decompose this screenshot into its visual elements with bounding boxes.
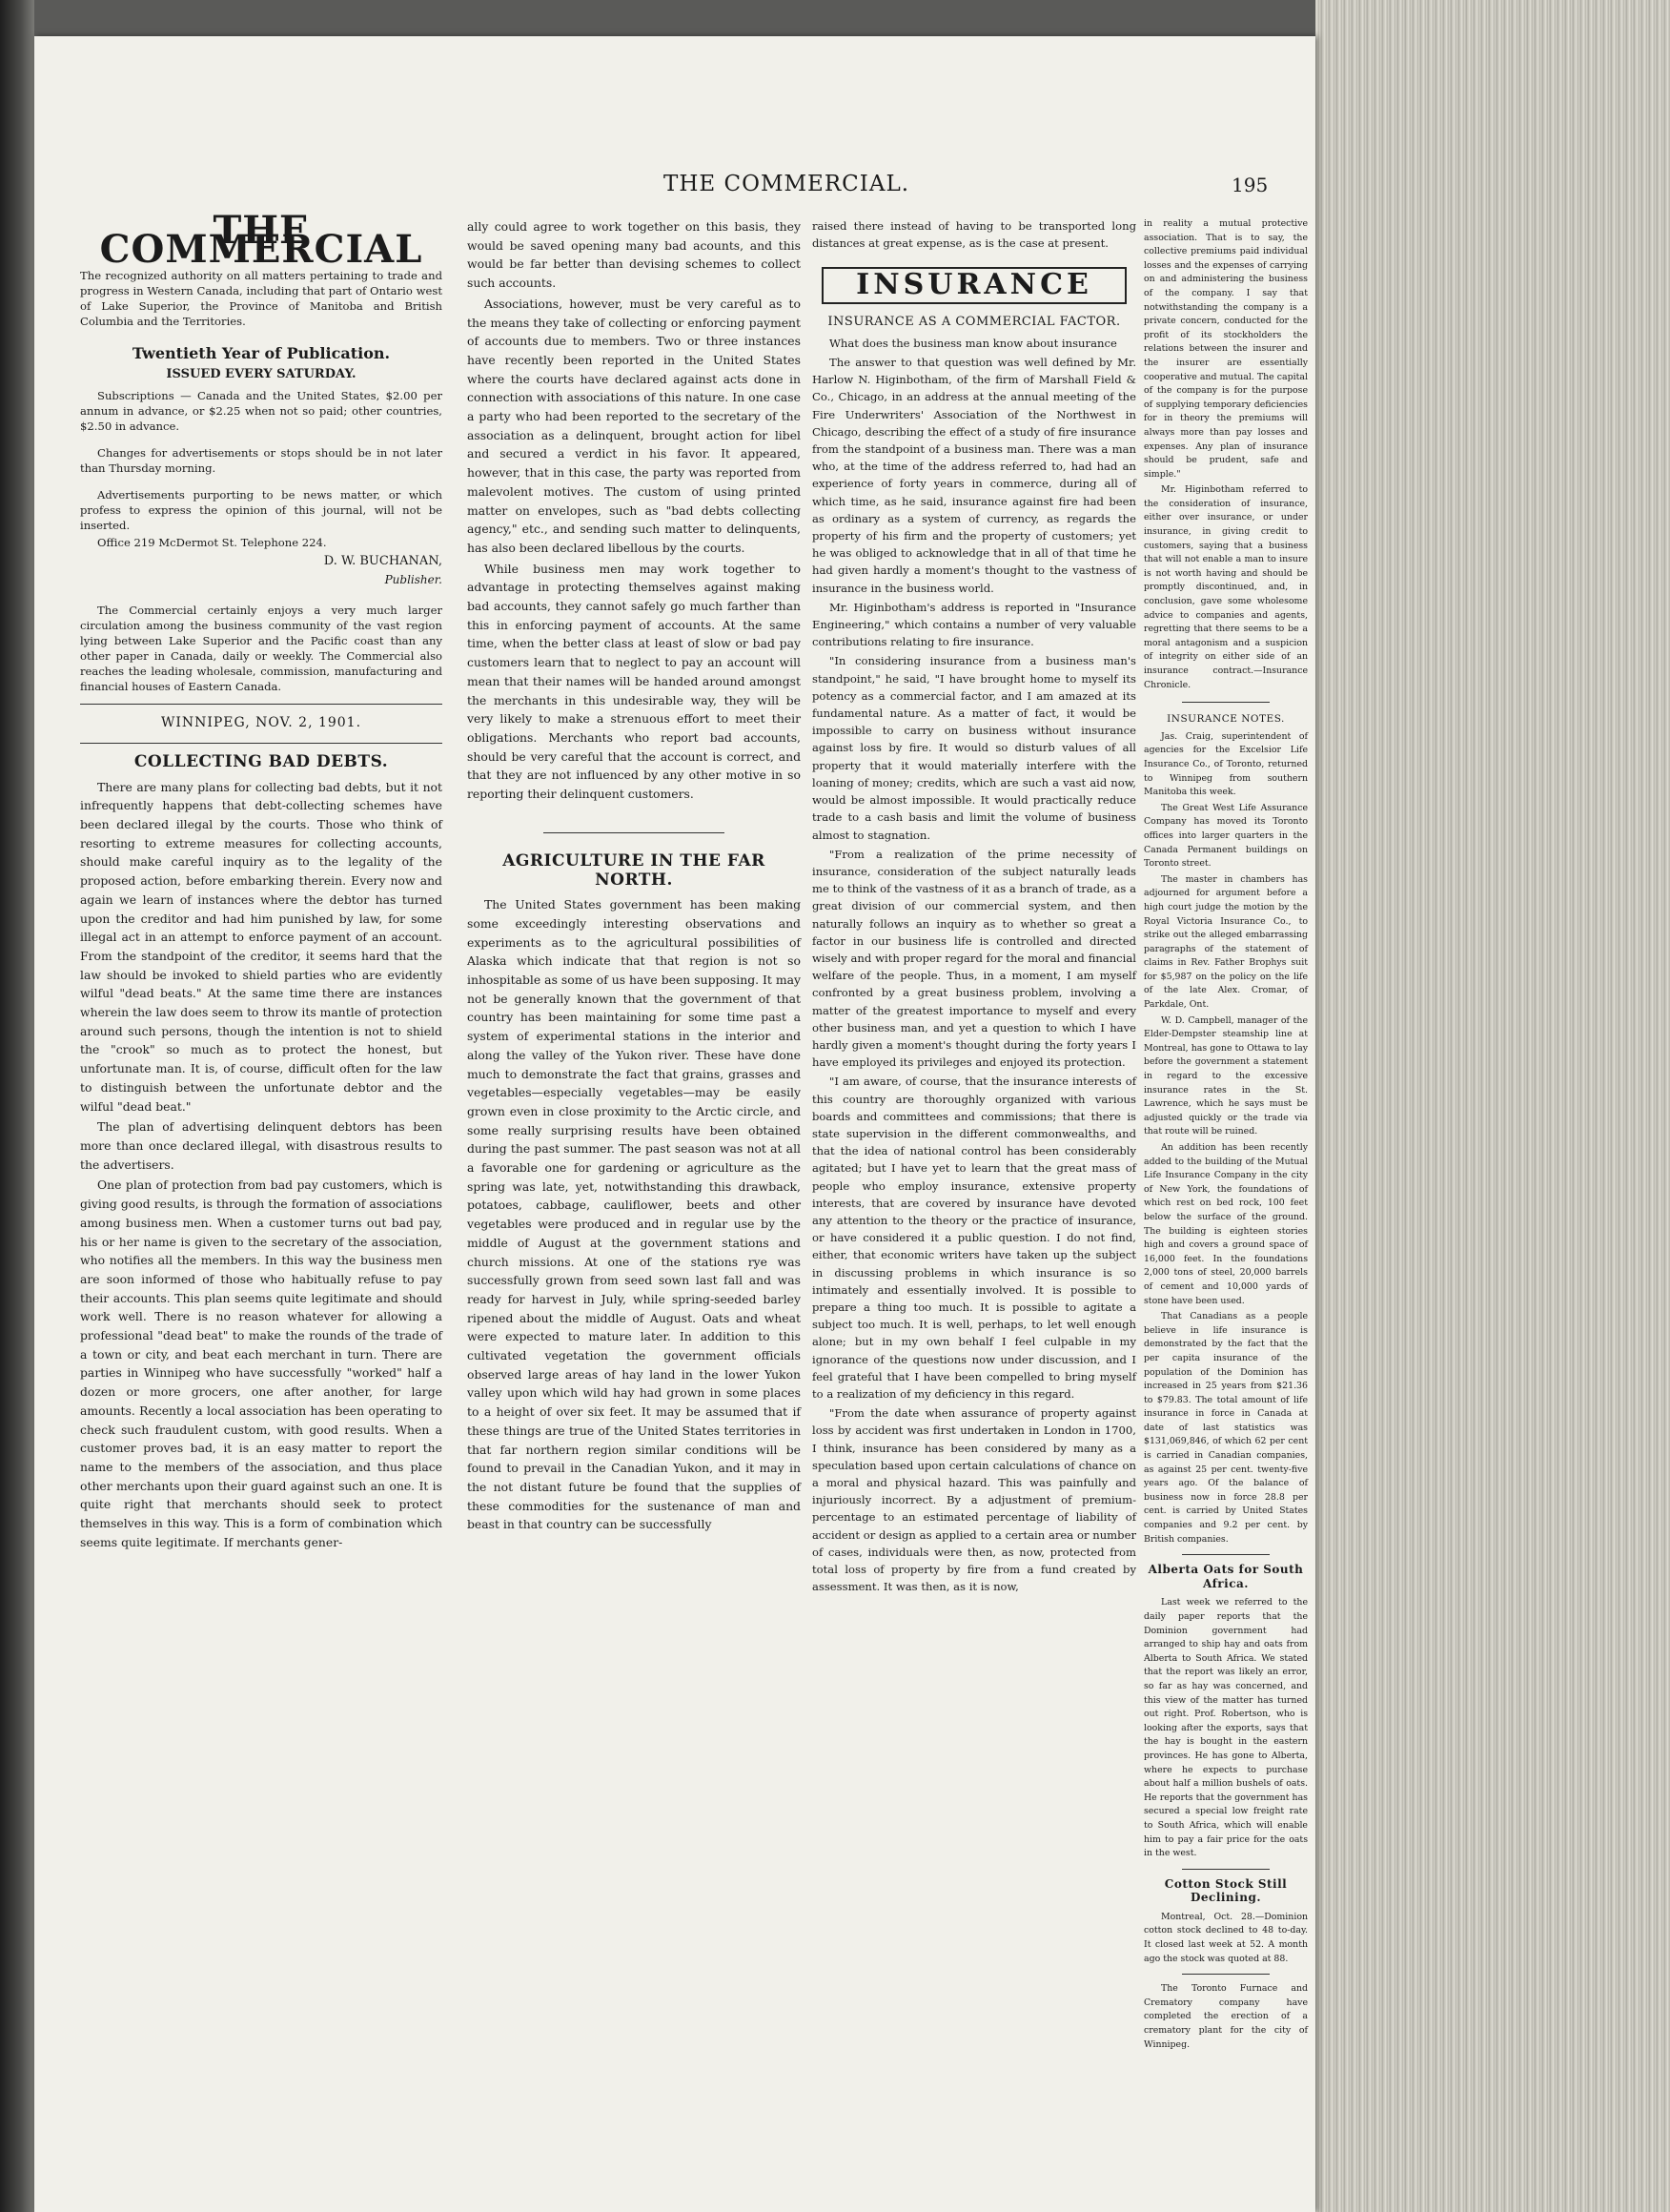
notes-heading: INSURANCE NOTES.: [1167, 713, 1285, 726]
masthead-issued: ISSUED EVERY SATURDAY.: [166, 367, 356, 382]
column-3: [812, 217, 1136, 1597]
collecting-paragraph: There are many plans for collecting bad debts, but it not infrequently happens that debt-collecting schemes have been declared illegal by the courts. Those who think of resorting to extreme measures for collecting accounts, should make careful inquiry as to the legality of the proposed action, before embarking therein. Every now and again we learn of instances where the debtor has turned upon the creditor and had him punished by law, for some illegal act in an attempt to enforce payment of an account. From the standpoint of the creditor, it seems hard that the law should be invoked to shield parties who are evidently wilful "dead beats." At the same time there are instances wherein the law does seem to throw its mantle of protection around such persons, though the intention is not to shield the "crook" so much as to protect the honest, but unfortunate man. It is, of course, difficult often for the law to distinguish between the unfortunate debtor and the wilful "dead beat.": [80, 779, 442, 1114]
agriculture-heading: AGRICULTURE IN THE FAR NORTH.: [502, 850, 765, 890]
masthead-changes: Changes for advertisements or stops should be in not later than Thursday morning.: [80, 445, 442, 475]
masthead-title: THE COMMERCIAL: [99, 208, 423, 272]
publisher-title: Publisher.: [384, 572, 442, 586]
notes-paragraph: The Great West Life Assurance Company has moved its Toronto offices into larger quarters in the Canada Permanent buildings on Toronto street.: [1144, 802, 1308, 870]
alberta-heading: Alberta Oats for South Africa.: [1148, 1563, 1304, 1590]
divider: [80, 704, 442, 705]
insurance-paragraph: What does the business man know about insurance: [829, 336, 1117, 350]
cotton-paragraph: The Toronto Furnace and Crematory company have completed the erection of a crematory plant for the city of Winnipeg.: [1144, 1983, 1308, 2050]
masthead-adverts: Advertisements purporting to be news matter, or which profess to express the opinion of this journal, will not be inserted.: [80, 487, 442, 532]
column-2: [467, 217, 801, 1536]
cotton-paragraph: Montreal, Oct. 28.—Dominion cotton stock declined to 48 to-day. It closed last week at 52. A month ago the stock was quoted at 88.: [1144, 1911, 1308, 1964]
book-page-edges: [1315, 0, 1670, 2212]
notes-paragraph: Jas. Craig, superintendent of agencies for the Excelsior Life Insurance Co., of Toronto, returned to Winnipeg from southern Manitoba this week.: [1144, 730, 1308, 798]
insurance-banner: INSURANCE: [822, 267, 1127, 303]
insurance-paragraph: Mr. Higinbotham referred to the consideration of insurance, either over insurance, or under insurance, in giving credit to customers, saying that a business that will not enable a man to insure is not worth having and should be promptly discontinued, and, in conclusion, gave some wholesome advice to companies and agents, regretting that there seems to be a moral antagonism and a suspicion of integrity on either side of an insurance contract.—Insurance Chronicle.: [1144, 484, 1308, 690]
divider: [1182, 1869, 1270, 1870]
masthead-office: Office 219 McDermot St. Telephone 224.: [97, 535, 327, 549]
masthead-circulation: The Commercial certainly enjoys a very much larger circulation among the business community of the vast region lying between Lake Superior and the Pacific coast than any other paper in Canada, daily or weekly. The Commercial also reaches the leading wholesale, commission, manufacturing and financial houses of Eastern Canada.: [80, 604, 442, 694]
masthead-authority: The recognized authority on all matters pertaining to trade and progress in Western Canada, including that part of Ontario west of Lake Superior, the Province of Manitoba and British Columbia and the Territories.: [80, 269, 442, 329]
masthead-subscriptions: Subscriptions — Canada and the United States, $2.00 per annum in advance, or $2.25 when not so paid; other countries, $2.50 in advance.: [80, 388, 442, 433]
publisher-name: D. W. BUCHANAN,: [323, 553, 442, 568]
dateline: WINNIPEG, NOV. 2, 1901.: [160, 715, 362, 731]
notes-paragraph: The master in chambers has adjourned for argument before a high court judge the motion by the Royal Victoria Insurance Co., to strike out the alleged embarrassing paragraphs of the statement of claims in Rev. Father Brophys suit for $5,987 on the policy on the life of the late Alex. Cromar, of Parkdale, Ont.: [1144, 873, 1308, 1011]
running-title: THE COMMERCIAL.: [663, 172, 910, 196]
book-binding-left: [0, 0, 34, 2212]
masthead-year: Twentieth Year of Publication.: [132, 344, 391, 363]
collecting-paragraph: Associations, however, must be very careful as to the means they take of collecting or enforcing payment of accounts due to members. Two or three instances have recently been reported in the United States where the courts have declared against acts done in connection with associations of this nature. In one case a party who had been reported to the secretary of the association as a delinquent, brought action for libel and secured a verdict in his favor. It appeared, however, that in this case, the party was reported from malevolent motives. The custom of using printed matter on envelopes, such as "bad debts collecting agency," etc., and sending such matter to delinquents, has also been declared libellous by the courts.: [467, 296, 801, 555]
collecting-heading: COLLECTING BAD DEBTS.: [133, 751, 389, 771]
insurance-paragraph: "From the date when assurance of property against loss by accident was first undertaken in London in 1700, I think, insurance has been considered by many as a speculation based upon certain calculations of chance on a moral and physical hazard. This was painfully and injuriously incorrect. By a adjustment of premium-percentage to an estimated percentage of liability of accident or design as applied to a certain area or number of cases, individuals were then, as now, protected from total loss of property by fire from a fund created by assessment. It was then, as it is now,: [812, 1406, 1136, 1594]
divider: [1182, 1554, 1270, 1555]
insurance-paragraph: "In considering insurance from a business man's standpoint," he said, "I have brought home to myself its potency as a commercial factor, and I am amazed at its fundamental nature. As a matter of fact, it would be impossible to carry on business without insurance against loss by fire. It would so disturb values of all property that it would materially interfere with the loaning of money; credits, which are such a vast aid now, would be almost impossible. It would practically reduce trade to a cash basis and limit the volume of business almost to stagnation.: [812, 654, 1136, 842]
insurance-article-heading: INSURANCE AS A COMMERCIAL FACTOR.: [827, 314, 1121, 329]
insurance-paragraph: Mr. Higinbotham's address is reported in "Insurance Engineering," which contains a number of very valuable contributions relating to fire insurance.: [812, 600, 1136, 649]
divider: [80, 743, 442, 744]
collecting-paragraph: One plan of protection from bad pay customers, which is giving good results, is through the formation of associations among business men. When a customer turns out bad pay, his or her name is given to the secretary of the association, who notifies all the members. In this way the business men are soon informed of those who habitually refuse to pay their accounts. This plan seems quite legitimate and should work well. There is no reason whatever for allowing a professional "dead beat" to make the rounds of the trade of a town or city, and beat each merchant in turn. There are parties in Winnipeg who have successfully "worked" half a dozen or more grocers, one after another, for large amounts. Recently a local association has been operating to check such fraudulent custom, with good results. When a customer proves bad, it is an easy matter to report the name to the members of the association, and thus place other merchants upon their guard against such an one. It is quite right that merchants should seek to protect themselves in this way. This is a form of combination which seems quite legitimate. If merchants gener-: [80, 1178, 442, 1549]
collecting-paragraph: ally could agree to work together on this basis, they would be saved opening many bad acounts, and this would be far better than devising schemes to collect such accounts.: [467, 219, 801, 291]
divider: [1182, 1974, 1270, 1975]
page-header: [34, 172, 1315, 200]
agriculture-paragraph: raised there instead of having to be transported long distances at great expense, as is the case at present.: [812, 219, 1136, 251]
column-4: [1144, 217, 1308, 2054]
notes-paragraph: That Canadians as a people believe in life insurance is demonstrated by the fact that the per capita insurance of the population of the Dominion has increased in 25 years from $21.36 to $79.83. The total amount of life insurance in force in Canada at date of last statistics was $131,069,846, of which 62 per cent is carried in Canadian companies, as against 25 per cent. twenty-five years ago. Of the balance of business now in force 28.8 per cent. is carried by United States companies and 9.2 per cent. by British companies.: [1144, 1311, 1308, 1545]
agriculture-paragraph: The United States government has been making some exceedingly interesting observations and experiments as to the agricultural possibilities of Alaska which indicate that that region is not so inhospitable as some of us have been supposing. It may not be generally known that the government of that country has been maintaining for some time past a system of experimental stations in the interior and along the valley of the Yukon river. These have done much to demonstrate the fact that grains, grasses and vegetables—especially vegetables—may be easily grown even in close proximity to the Arctic circle, and some really surprising results have been obtained during the past summer. The past season was not at all a favorable one for gardening or agriculture as the spring was late, yet, notwithstanding this drawback, potatoes, cabbage, cauliflower, beets and other vegetables were produced and in regular use by the middle of August at the government stations and church missions. At one of the stations rye was successfully grown from seed sown last fall and was ready for harvest in July, while spring-seeded barley ripened about the middle of August. Oats and wheat were expected to mature later. In addition to this cultivated vegetation the government officials observed large areas of hay land in the lower Yukon valley upon which wild hay had grown in some places to a height of over six feet. It may be assumed that if these things are true of the United States territories in that far northern region similar conditions will be found to prevail in the Canadian Yukon, and it may in the not distant future be found that the supplies of these commodities for the sustenance of man and beast in that country can be successfully: [467, 897, 801, 1532]
cotton-heading: Cotton Stock Still Declining.: [1164, 1876, 1288, 1905]
collecting-paragraph: While business men may work together to advantage in protecting themselves against making bad accounts, they cannot safely go much farther than this in enforcing payment of accounts. At the same time, when the better class at least of slow or bad pay customers learn that to neglect to pay an account will mean that their names will be handed around amongst the merchants in this undesirable way, they will be very likely to make a strenuous effort to meet their obligations. Merchants who report bad accounts, should be very careful that the account is correct, and that they are not influenced by any other motive in so reporting their delinquent customers.: [467, 561, 801, 802]
notes-paragraph: W. D. Campbell, manager of the Elder-Dempster steamship line at Montreal, has gone to Ottawa to lay before the government a statement in regard to the excessive insurance rates in the St. Lawrence, which he says must be adjusted quickly or the trade via that route will be ruined.: [1144, 1014, 1308, 1137]
insurance-paragraph: in reality a mutual protective association. That is to say, the collective premiums paid individual losses and the expenses of carrying on and administering the business of the company. I say that notwithstanding the company is a private concern, conducted for the profit of its stockholders the relations between the insurer and the insurer are essentially cooperative and mutual. The capital of the company is for the purpose of supplying temporary deficiencies for in theory the premiums will always more than pay losses and expenses. Any plan of insurance should be prudent, safe and simple.": [1144, 218, 1308, 480]
column-1: [80, 208, 442, 1553]
page-number: 195: [1232, 174, 1269, 196]
alberta-paragraph: Last week we referred to the daily paper reports that the Dominion government had arranged to ship hay and oats from Alberta to South Africa. We stated that the report was likely an error, so far as hay was concerned, and this view of the matter has turned out right. Prof. Robertson, who is looking after the exports, says that the hay is bought in the eastern provinces. He has gone to Alberta, where he expects to purchase about half a million bushels of oats. He reports that the government has secured a special low freight rate to South Africa, which will enable him to pay a fair price for the oats in the west.: [1144, 1597, 1308, 1859]
collecting-paragraph: The plan of advertising delinquent debtors has been more than once declared illegal, with disastrous results to the advertisers.: [80, 1119, 442, 1172]
divider: [543, 832, 724, 833]
divider: [1182, 702, 1270, 703]
insurance-paragraph: "From a realization of the prime necessity of insurance, consideration of the subject naturally leads me to think of the vastness of it as a branch of trade, as a great division of our commercial system, and then naturally follows an inquiry as to whether so great a factor in our business life is controlled and directed wisely and with proper regard for the moral and financial welfare of the people. Thus, in a moment, I am myself confronted by a great business problem, involving a matter of the greatest importance to myself and every other business man, and yet a question to which I have hardly given a moment's thought during the forty years I have employed its privileges and enjoyed its protection.: [812, 847, 1136, 1070]
insurance-paragraph: The answer to that question was well defined by Mr. Harlow N. Higinbotham, of the firm of Marshall Field & Co., Chicago, in an address at the annual meeting of the Fire Underwriters' Association of the Northwest in Chicago, describing the effect of a study of fire insurance from the standpoint of a business man. There was a man who, at the time of the address referred to, had had an experience of forty years in commerce, during all of which time, as he said, insurance against fire had been as ordinary as a system of currency, as regards the property of his firm and the property of customers; yet he was obliged to acknowledge that in all of that time he had given hardly a moment's thought to the vastness of insurance in the business world.: [812, 356, 1136, 595]
newspaper-page: [34, 36, 1315, 2212]
notes-paragraph: An addition has been recently added to the building of the Mutual Life Insurance Company in the city of New York, the foundations of which rest on bed rock, 100 feet below the surface of the ground. The building is eighteen stories high and covers a ground space of 16,000 feet. In the foundations 2,000 tons of steel, 20,000 barrels of cement and 10,000 yards of stone have been used.: [1144, 1142, 1308, 1306]
insurance-paragraph: "I am aware, of course, that the insurance interests of this country are thoroughly organized with various boards and committees and commissions; that there is state supervision in the different commonwealths, and that the idea of national control has been considerably agitated; but I have yet to learn that the great mass of people who employ insurance, extensive property interests, that are covered by insurance have devoted any attention to the theory or the practice of insurance, or have considered it a public question. I do not find, either, that economic writers have taken up the subject in discussing problems in which insurance is so intimately and essentially involved. It is possible to prepare a thing too much. It is possible to agitate a subject too much. It is well, perhaps, to let well enough alone; but in my own behalf I feel culpable in my ignorance of the questions now under discussion, and I feel grateful that I have been compelled to bring myself to a realization of my deficiency in this regard.: [812, 1075, 1136, 1401]
